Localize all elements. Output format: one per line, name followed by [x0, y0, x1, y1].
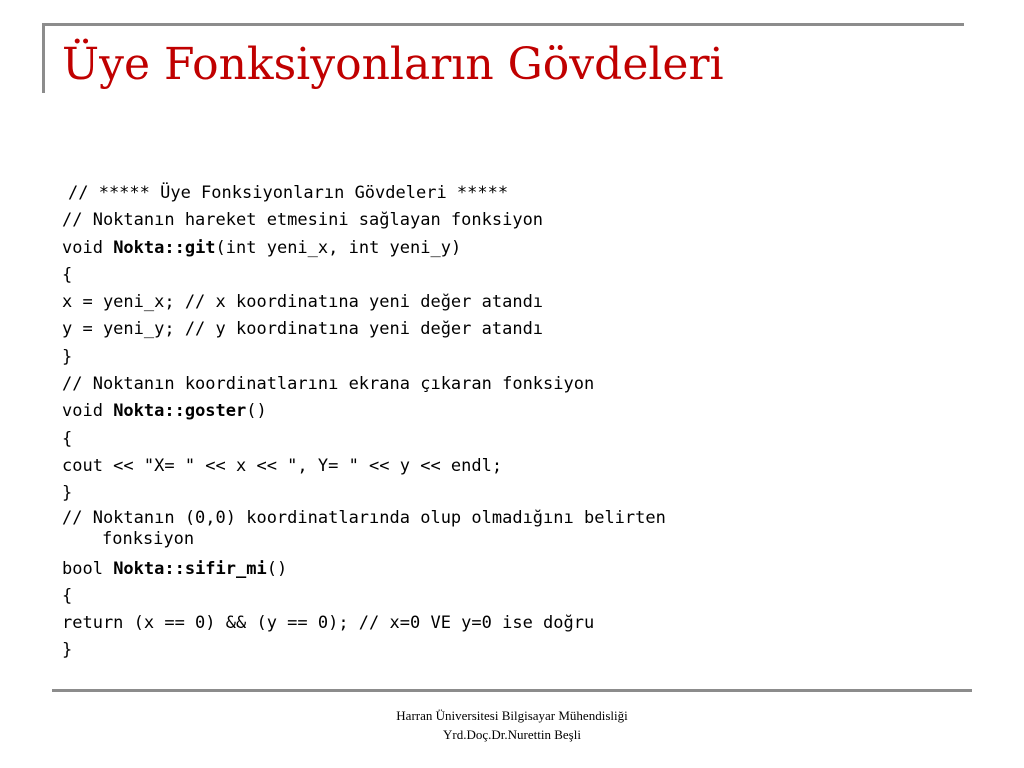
code-line: // Noktanın hareket etmesini sağlayan fonksiyon [62, 210, 544, 231]
footer-institution: Harran Üniversitesi Bilgisayar Mühendisliği [396, 708, 628, 723]
function-params: () [266, 558, 288, 579]
code-block [62, 180, 962, 665]
code-line [62, 508, 962, 556]
frame-left-border [42, 23, 45, 93]
code-line: // ***** Üye Fonksiyonların Gövdeleri ***** [68, 183, 509, 203]
code-line [62, 556, 962, 583]
code-keyword: void [62, 401, 114, 422]
code-line: // Noktanın koordinatlarını ekrana çıkaran fonksiyon [62, 374, 595, 395]
frame-top-border [42, 23, 964, 26]
code-keyword: void [62, 237, 114, 258]
code-line: } [62, 640, 73, 661]
function-name: Nokta::goster [113, 401, 247, 422]
function-params: () [246, 401, 267, 422]
code-comment-continued: fonksiyon [102, 528, 195, 549]
code-line [62, 235, 962, 262]
code-line: { [62, 585, 73, 606]
code-keyword: bool [62, 558, 114, 579]
function-name: Nokta::git [113, 237, 216, 258]
function-params: (int yeni_x, int yeni_y) [215, 237, 462, 258]
code-line: } [62, 346, 73, 367]
code-line [62, 398, 962, 425]
code-line: y = yeni_y; // y koordinatına yeni değer atandı [62, 319, 544, 340]
code-line: x = yeni_x; // x koordinatına yeni değer atandı [62, 292, 544, 313]
footer-divider [52, 689, 972, 692]
code-line: cout << "X= " << x << ", Y= " << y << endl; [62, 455, 503, 476]
footer-author: Yrd.Doç.Dr.Nurettin Beşli [443, 727, 581, 742]
code-comment: // Noktanın (0,0) koordinatlarında olup olmadığını belirten [62, 507, 666, 528]
slide-title: Üye Fonksiyonların Gövdeleri [62, 39, 724, 90]
code-line: { [62, 428, 73, 449]
code-line: return (x == 0) && (y == 0); // x=0 VE y=0 ise doğru [62, 613, 595, 634]
function-name: Nokta::sifir_mi [113, 558, 267, 579]
code-line: { [62, 264, 73, 285]
code-line: } [62, 483, 73, 504]
slide-footer [312, 706, 712, 744]
